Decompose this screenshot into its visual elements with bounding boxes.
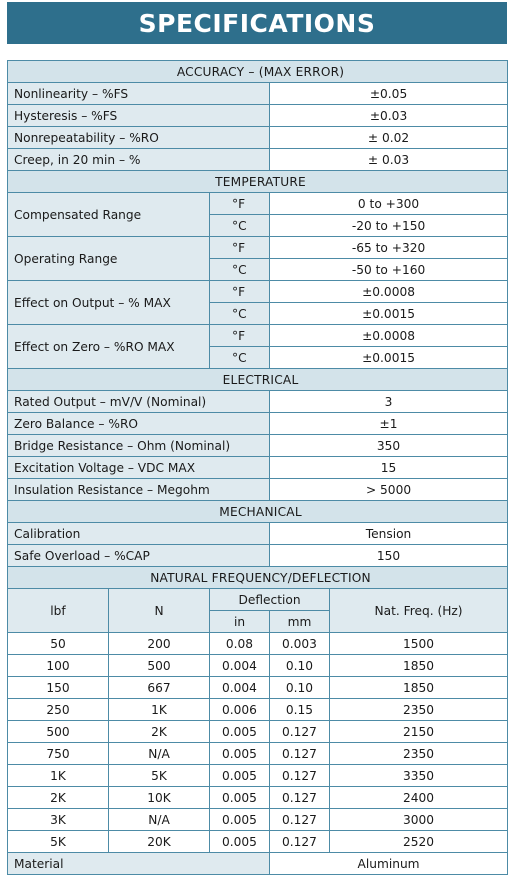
spec-label: Compensated Range: [8, 193, 210, 237]
unit-label: °F: [210, 325, 270, 347]
cell-deflection-mm: 0.127: [270, 831, 330, 853]
mechanical-section-header: MECHANICAL: [8, 501, 508, 523]
spec-label: Operating Range: [8, 237, 210, 281]
table-row: [8, 435, 508, 457]
cell-n: 20K: [109, 831, 210, 853]
table-row: [8, 237, 508, 259]
cell-deflection-mm: 0.127: [270, 809, 330, 831]
specifications-table: [7, 60, 508, 875]
spec-value: ±0.0008: [270, 325, 508, 347]
cell-deflection-in: 0.005: [210, 765, 270, 787]
column-header-n: N: [109, 589, 210, 633]
table-row: [8, 457, 508, 479]
cell-lbf: 50: [8, 633, 109, 655]
cell-n: 500: [109, 655, 210, 677]
spec-value: 150: [270, 545, 508, 567]
cell-n: 200: [109, 633, 210, 655]
unit-label: °C: [210, 303, 270, 325]
cell-n: 667: [109, 677, 210, 699]
column-header-deflection: Deflection: [210, 589, 330, 611]
cell-n: 2K: [109, 721, 210, 743]
unit-label: °C: [210, 347, 270, 369]
table-row: [8, 523, 508, 545]
unit-label: °F: [210, 237, 270, 259]
cell-lbf: 1K: [8, 765, 109, 787]
spec-label: Rated Output – mV/V (Nominal): [8, 391, 270, 413]
spec-value: ±1: [270, 413, 508, 435]
table-row: [8, 765, 508, 787]
spec-value: 15: [270, 457, 508, 479]
cell-nat-freq: 1500: [330, 633, 508, 655]
column-header-in: in: [210, 611, 270, 633]
cell-nat-freq: 1850: [330, 677, 508, 699]
cell-deflection-in: 0.08: [210, 633, 270, 655]
cell-lbf: 750: [8, 743, 109, 765]
column-header-row: [8, 589, 508, 611]
cell-deflection-in: 0.005: [210, 743, 270, 765]
cell-deflection-in: 0.006: [210, 699, 270, 721]
cell-lbf: 150: [8, 677, 109, 699]
spec-value: 350: [270, 435, 508, 457]
spec-value: Tension: [270, 523, 508, 545]
accuracy-section-header: ACCURACY – (MAX ERROR): [8, 61, 508, 83]
spec-label: Hysteresis – %FS: [8, 105, 270, 127]
cell-nat-freq: 1850: [330, 655, 508, 677]
spec-label: Creep, in 20 min – %: [8, 149, 270, 171]
table-row: [8, 743, 508, 765]
table-row: [8, 677, 508, 699]
spec-value: ±0.0008: [270, 281, 508, 303]
section-header-row: [8, 369, 508, 391]
table-row: [8, 655, 508, 677]
cell-deflection-mm: 0.15: [270, 699, 330, 721]
cell-deflection-mm: 0.10: [270, 677, 330, 699]
cell-lbf: 2K: [8, 787, 109, 809]
page-title: SPECIFICATIONS: [7, 2, 507, 44]
cell-nat-freq: 2520: [330, 831, 508, 853]
spec-label: Safe Overload – %CAP: [8, 545, 270, 567]
table-row: [8, 809, 508, 831]
cell-lbf: 100: [8, 655, 109, 677]
table-row: [8, 83, 508, 105]
unit-label: °F: [210, 281, 270, 303]
cell-nat-freq: 2400: [330, 787, 508, 809]
cell-lbf: 500: [8, 721, 109, 743]
section-header-row: [8, 501, 508, 523]
spec-label: Zero Balance – %RO: [8, 413, 270, 435]
cell-nat-freq: 2150: [330, 721, 508, 743]
cell-nat-freq: 3350: [330, 765, 508, 787]
table-row: [8, 831, 508, 853]
table-row: [8, 281, 508, 303]
table-row: [8, 853, 508, 875]
table-row: [8, 633, 508, 655]
spec-label: Excitation Voltage – VDC MAX: [8, 457, 270, 479]
spec-value: ±0.0015: [270, 303, 508, 325]
table-row: [8, 699, 508, 721]
column-header-nat-freq: Nat. Freq. (Hz): [330, 589, 508, 633]
section-header-row: [8, 567, 508, 589]
material-value: Aluminum: [270, 853, 508, 875]
cell-deflection-mm: 0.127: [270, 721, 330, 743]
electrical-section-header: ELECTRICAL: [8, 369, 508, 391]
table-row: [8, 413, 508, 435]
table-row: [8, 787, 508, 809]
temperature-section-header: TEMPERATURE: [8, 171, 508, 193]
cell-deflection-mm: 0.127: [270, 743, 330, 765]
spec-value: ±0.0015: [270, 347, 508, 369]
spec-value: ± 0.02: [270, 127, 508, 149]
section-header-row: [8, 171, 508, 193]
cell-deflection-in: 0.005: [210, 787, 270, 809]
column-header-lbf: lbf: [8, 589, 109, 633]
section-header-row: [8, 61, 508, 83]
cell-deflection-in: 0.005: [210, 721, 270, 743]
cell-deflection-mm: 0.003: [270, 633, 330, 655]
spec-label: Bridge Resistance – Ohm (Nominal): [8, 435, 270, 457]
unit-label: °C: [210, 215, 270, 237]
spec-label: Calibration: [8, 523, 270, 545]
material-label: Material: [8, 853, 270, 875]
cell-lbf: 5K: [8, 831, 109, 853]
spec-value: -20 to +150: [270, 215, 508, 237]
cell-deflection-in: 0.005: [210, 831, 270, 853]
cell-deflection-mm: 0.127: [270, 787, 330, 809]
spec-label: Insulation Resistance – Megohm: [8, 479, 270, 501]
unit-label: °F: [210, 193, 270, 215]
table-row: [8, 479, 508, 501]
table-row: [8, 105, 508, 127]
table-row: [8, 149, 508, 171]
spec-value: ±0.05: [270, 83, 508, 105]
table-row: [8, 127, 508, 149]
spec-value: > 5000: [270, 479, 508, 501]
cell-deflection-mm: 0.10: [270, 655, 330, 677]
spec-value: 3: [270, 391, 508, 413]
table-row: [8, 193, 508, 215]
spec-value: -65 to +320: [270, 237, 508, 259]
cell-lbf: 3K: [8, 809, 109, 831]
spec-label: Nonrepeatability – %RO: [8, 127, 270, 149]
spec-label: Effect on Zero – %RO MAX: [8, 325, 210, 369]
cell-deflection-in: 0.005: [210, 809, 270, 831]
cell-deflection-in: 0.004: [210, 677, 270, 699]
spec-value: -50 to +160: [270, 259, 508, 281]
cell-lbf: 250: [8, 699, 109, 721]
spec-value: ±0.03: [270, 105, 508, 127]
spec-label: Effect on Output – % MAX: [8, 281, 210, 325]
column-header-mm: mm: [270, 611, 330, 633]
cell-n: 5K: [109, 765, 210, 787]
cell-n: N/A: [109, 743, 210, 765]
cell-n: 1K: [109, 699, 210, 721]
table-row: [8, 325, 508, 347]
table-row: [8, 721, 508, 743]
spec-label: Nonlinearity – %FS: [8, 83, 270, 105]
table-row: [8, 545, 508, 567]
cell-n: 10K: [109, 787, 210, 809]
spec-value: ± 0.03: [270, 149, 508, 171]
cell-nat-freq: 3000: [330, 809, 508, 831]
unit-label: °C: [210, 259, 270, 281]
cell-nat-freq: 2350: [330, 699, 508, 721]
cell-nat-freq: 2350: [330, 743, 508, 765]
spec-value: 0 to +300: [270, 193, 508, 215]
cell-deflection-mm: 0.127: [270, 765, 330, 787]
frequency-section-header: NATURAL FREQUENCY/DEFLECTION: [8, 567, 508, 589]
table-row: [8, 391, 508, 413]
cell-n: N/A: [109, 809, 210, 831]
cell-deflection-in: 0.004: [210, 655, 270, 677]
